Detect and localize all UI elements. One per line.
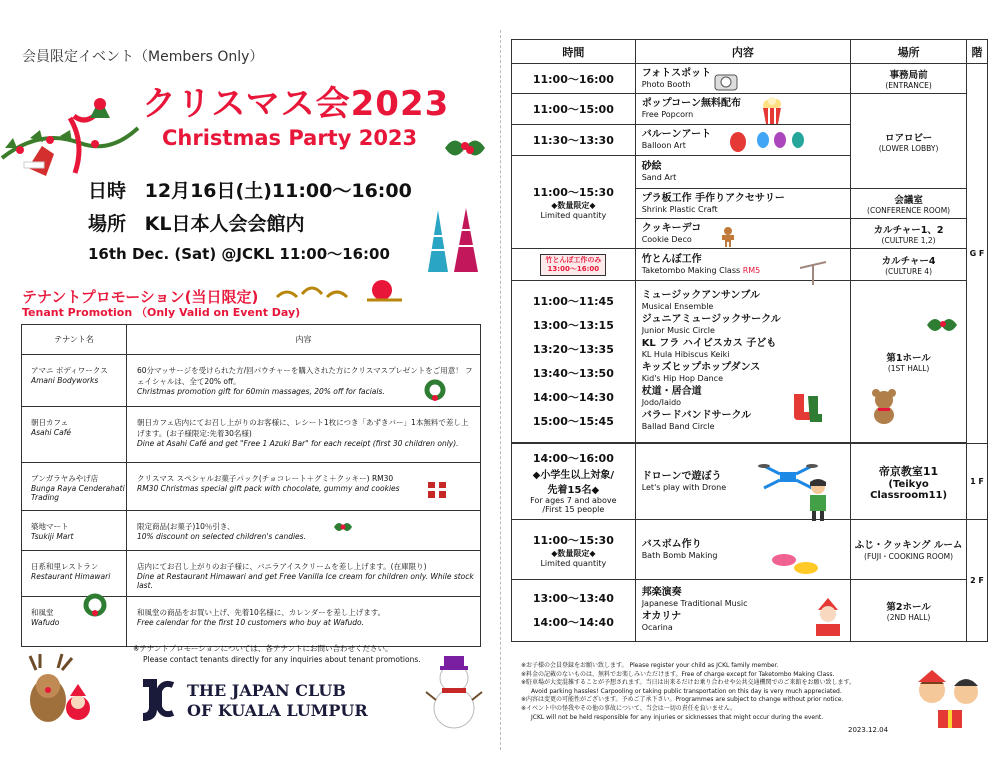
- place-en: (2ND HALL): [886, 613, 931, 622]
- taketombo-time-tag: [540, 254, 606, 276]
- schedule-place: [851, 219, 967, 249]
- place-en: (Teikyo Classroom11): [870, 478, 948, 501]
- footnote: ※イベント中の怪我やその他の事故について、当会は一切の責任を負いません。: [521, 704, 737, 712]
- place-en: (CONFERENCE ROOM): [867, 206, 951, 215]
- tenant-name-en: Tsukiji Mart: [31, 532, 74, 541]
- content-en: Japanese Traditional Music: [641, 598, 748, 608]
- holly-icon: [440, 128, 490, 168]
- schedule-place: [851, 444, 967, 520]
- bamboo-dragonfly-icon: [798, 258, 828, 286]
- bath-bomb-icon: [770, 548, 820, 578]
- tenant-name-jp: 日系和里レストラン: [31, 562, 99, 571]
- tenant-name-en: Asahi Café: [31, 428, 71, 437]
- club-name-line2: OF KUALA LUMPUR: [187, 701, 368, 720]
- club-logo: [139, 677, 369, 725]
- content-en: Junior Music Circle: [641, 325, 715, 335]
- child-icon: [804, 478, 832, 522]
- content-en: KL Hula Hibiscus Keiki: [641, 349, 730, 359]
- time-value: 11:00～15:30: [532, 533, 614, 547]
- drone-sub3: For ages 7 and above: [530, 495, 617, 505]
- floor-1f: 1 F: [967, 444, 988, 520]
- table-row: [22, 463, 481, 511]
- tenant-name-en: Bunga Raya Cenderahati Trading: [31, 484, 125, 502]
- schedule-place: [851, 189, 967, 219]
- venue-value: KL日本人会会館内: [144, 213, 305, 235]
- schedule-time: [512, 281, 636, 443]
- schedule-content: [635, 156, 850, 189]
- schedule-place: [851, 94, 967, 189]
- time-value: 11:00～15:30: [532, 186, 614, 199]
- schedule-content: [635, 219, 850, 249]
- place-jp: 会議室: [894, 195, 923, 206]
- wreath-icon: [82, 592, 108, 618]
- content-en: Ocarina: [641, 622, 673, 632]
- column-header-floor: 階: [967, 40, 988, 64]
- balloon-icon: [728, 128, 818, 158]
- popcorn-icon: [760, 97, 784, 125]
- datetime-label: 日時: [88, 180, 127, 202]
- content-jp: ドローンで遊ぼう: [641, 470, 722, 482]
- schedule-place: [851, 249, 967, 281]
- tenant-desc-jp: 朝日カフェ店内にてお召し上がりのお客様に、レシート1枚につき「あずきバー」1本無料で差し上げます。(お子様限定:先着30名様): [137, 418, 469, 438]
- content-en-text: Taketombo Making Class: [641, 265, 743, 275]
- content-jp: プラ板工作 手作りアクセサリー: [641, 192, 785, 204]
- tenant-desc-en: RM30 Christmas special gift pack with chocolate, gummy and cookies: [137, 484, 400, 493]
- schedule-header: [512, 40, 988, 64]
- time-value: 11:00～11:45: [532, 294, 614, 308]
- column-header-content: 内容: [127, 325, 481, 355]
- tenant-desc-jp: 60分マッサージを受けられた方/回パウチャーを購入された方にクリスマスプレゼントをご用意！ フェイシャルは、全て20% off。: [137, 366, 473, 386]
- event-date-en: 16th Dec. (Sat) @JCKL 11:00～16:00: [88, 245, 390, 263]
- floor-2f: 2 F: [967, 520, 988, 642]
- limited-jp: ◆数量限定◆: [551, 548, 596, 558]
- table-row: [22, 355, 481, 407]
- price-label: RM5: [742, 265, 761, 275]
- content-en: Free Popcorn: [641, 110, 694, 119]
- tenant-name-en: Amani Bodyworks: [31, 376, 99, 385]
- tag-line1: 竹とんぼ工作のみ: [545, 255, 602, 264]
- tenant-desc-jp: 和風堂の商品をお買い上げ、先着10名様に、カレンダーを差し上げます。: [137, 608, 386, 617]
- limited-en: Limited quantity: [540, 211, 607, 220]
- tenant-name-jp: アマニ ボディワークス: [31, 366, 108, 375]
- tenant-name: [22, 551, 127, 597]
- content-en: Let's play with Drone: [641, 482, 727, 492]
- schedule-content: [635, 189, 850, 219]
- content-en: Ballad Band Circle: [641, 421, 715, 431]
- content-jp: キッズヒップホップダンス: [641, 361, 761, 373]
- list-item: [642, 338, 844, 362]
- snowman-icon: [424, 650, 484, 732]
- tenant-name: [22, 463, 127, 511]
- tenant-desc-en: 10% discount on selected children's candies.: [137, 532, 306, 541]
- tenant-name-en: Restaurant Himawari: [31, 572, 111, 581]
- promotion-note-en: Please contact tenants directly for any inquiries about tenant promotions.: [143, 655, 421, 664]
- footnote: ※内容は変更の可能性がございます。予めご了承下さい。Programmes are subject to change without prior notice.: [521, 696, 844, 704]
- schedule-time: [512, 520, 636, 580]
- place-en: (LOWER LOBBY): [878, 143, 939, 153]
- tenant-name: [22, 511, 127, 551]
- wreath-icon: [423, 378, 447, 402]
- right-panel: [508, 0, 1000, 773]
- column-header-place: 場所: [851, 40, 967, 64]
- schedule-place: [851, 520, 967, 580]
- club-name: [187, 681, 368, 721]
- list-item: [642, 362, 844, 386]
- tenant-desc-jp: 店内にてお召し上がりのお子様に、バニラアイスクリームを差し上げます。(在庫限り): [137, 562, 427, 571]
- table-row: [512, 580, 988, 642]
- time-value: 14:00～16:00: [532, 451, 614, 465]
- time-value: 13:00～13:15: [532, 318, 614, 332]
- tenant-desc: [127, 551, 481, 597]
- tenant-desc-en: Christmas promotion gift for 60min massages, 20% off for facials.: [137, 387, 385, 396]
- schedule-content: [635, 64, 850, 94]
- reindeer-santa-icon: [18, 650, 98, 730]
- footnote: ※駐車場が大変混雑することが予想されます。当日は出来るだけお乗り合わせや公共交通機関でのご来館をお願い致します。: [521, 679, 856, 687]
- tenant-desc: [127, 597, 481, 647]
- content-en: Shrink Plastic Craft: [641, 204, 718, 214]
- promotion-title-en: Tenant Promotion （Only Valid on Event Day): [22, 306, 301, 319]
- footnotes: [521, 662, 911, 722]
- content-en: Musical Ensemble: [641, 301, 714, 311]
- tenant-name-en: Wafudo: [31, 618, 60, 627]
- limited-en: Limited quantity: [540, 558, 607, 568]
- stocking-icon: [788, 392, 824, 424]
- fold-line: [500, 30, 501, 750]
- place-en: (ENTRANCE): [885, 81, 932, 90]
- content-jp: ジュニアミュージックサークル: [641, 313, 781, 325]
- schedule-place: [851, 580, 967, 642]
- holly-icon: [923, 310, 963, 340]
- content-jp: バラードバンドサークル: [641, 409, 752, 421]
- tenant-name-jp: ブンガラヤみやげ店: [31, 474, 99, 483]
- schedule-time: [512, 580, 636, 642]
- table-row: [512, 94, 988, 125]
- table-row: [512, 64, 988, 94]
- list-item: [642, 290, 844, 314]
- content-jp: フォトスポット: [641, 67, 712, 79]
- place-jp: 第1ホール: [886, 353, 931, 364]
- place-en: (CULTURE 4): [885, 267, 933, 276]
- tenant-name: [22, 407, 127, 463]
- content-en: Cookie Deco: [641, 234, 692, 244]
- floor-gf: G F: [967, 64, 988, 444]
- content-jp: バルーンアート: [641, 129, 712, 140]
- content-en: Kid's Hip Hop Dance: [641, 373, 723, 383]
- drone-sub4: /First 15 people: [542, 504, 605, 514]
- content-jp: オカリナ: [641, 610, 682, 622]
- footnote: JCKL will not be held responsible for any injuries or sicknesses that might occur during the event.: [531, 713, 824, 721]
- time-value: 13:40～13:50: [532, 366, 614, 380]
- drone-sub2: 先着15名◆: [547, 484, 600, 496]
- schedule-time: 11:30～13:30: [512, 125, 636, 156]
- table-row: [512, 249, 988, 281]
- schedule-time: 11:00～15:00: [512, 94, 636, 125]
- content-jp: 竹とんぼ工作: [641, 253, 702, 265]
- tenant-desc: [127, 407, 481, 463]
- tenant-name-jp: 朝日カフェ: [31, 418, 69, 427]
- tenant-desc: [127, 511, 481, 551]
- page-title: クリスマス会2023: [142, 84, 450, 124]
- table-row: [512, 281, 988, 443]
- place-jp: カルチャー1、2: [873, 225, 944, 236]
- gift-box-icon: [426, 476, 448, 500]
- content-en: Bath Bomb Making: [641, 550, 718, 560]
- kids-gift-icon: [910, 668, 990, 730]
- content-en: Jodo/Iaido: [641, 397, 682, 407]
- content-jp: クッキーデコ: [641, 222, 702, 234]
- schedule-time: [512, 249, 636, 281]
- place-jp: ロアロビー: [885, 132, 933, 144]
- column-header-tenant: テナント名: [22, 325, 127, 355]
- document-date: 2023.12.04: [848, 726, 889, 734]
- content-jp: ミュージックアンサンブル: [641, 289, 760, 301]
- tenant-desc-jp: 限定商品(お菓子)10％引き、: [137, 522, 235, 531]
- table-row: [22, 511, 481, 551]
- tenant-table-header: [22, 325, 481, 355]
- gingerbread-icon: [718, 226, 738, 248]
- column-header-content: 内容: [635, 40, 850, 64]
- time-value: 14:00～14:40: [532, 615, 614, 629]
- schedule-time: 11:00～16:00: [512, 64, 636, 94]
- content-jp: KL フラ ハイビスカス 子ども: [641, 337, 777, 349]
- time-value: 13:00～13:40: [532, 591, 614, 605]
- place-en: (1ST HALL): [887, 364, 930, 373]
- tenant-desc-jp: クリスマス スペシャルお菓子パック(チョコレート＋グミ＋クッキー) RM30: [137, 474, 394, 483]
- list-item: [642, 314, 844, 338]
- content-jp: 砂絵: [641, 161, 662, 172]
- tenant-name: [22, 597, 127, 647]
- promotion-title: テナントプロモーション(当日限定): [22, 288, 259, 306]
- limited-jp: ◆数量限定◆: [551, 201, 596, 210]
- drone-sub1: ◆小学生以上対象/: [532, 469, 615, 481]
- place-jp: 第2ホール: [886, 602, 931, 613]
- place-en: (CULTURE 1,2): [881, 236, 936, 245]
- place-en: (FUJI・COOKING ROOM): [864, 552, 954, 561]
- footnote: ※料金の記載のないものは、無料でお楽しみいただけます。Free of charge except for Taketombo Making Class.: [521, 670, 835, 678]
- column-header-time: 時間: [512, 40, 636, 64]
- holly-garland-icon: [0, 88, 140, 188]
- datetime-value: 12月16日(土)11:00～16:00: [144, 180, 412, 202]
- holly-icon: [332, 518, 354, 536]
- schedule-place: [851, 64, 967, 94]
- schedule-time: [512, 444, 636, 520]
- page-title-en: Christmas Party 2023: [162, 126, 418, 150]
- members-only-label: 会員限定イベント（Members Only）: [22, 49, 264, 65]
- santa-icon: [810, 596, 846, 638]
- tenant-name-jp: 和風堂: [31, 608, 54, 617]
- tag-line2: 13:00～16:00: [547, 264, 600, 273]
- table-row: [512, 444, 988, 520]
- schedule-time: [512, 156, 636, 249]
- table-row: [512, 520, 988, 580]
- promotion-note-jp: ※テナントプロモーションについては、各テナントにお問い合わせください。: [133, 644, 393, 653]
- club-name-line1: THE JAPAN CLUB: [187, 681, 346, 700]
- footnote: Avoid parking hassles! Carpooling or taking public transportation on this day is very much appreciated.: [531, 687, 842, 695]
- teddy-bear-icon: [868, 388, 900, 424]
- christmas-tree-icon: [424, 206, 482, 276]
- tenant-desc-en: Dine at Restaurant Himawari and get Free Vanilla Ice cream for children only. While stock last.: [137, 572, 474, 590]
- content-jp: ポップコーン無料配布: [641, 98, 741, 109]
- footnote: ※お子様の会員登録をお願い致します。 Please register your child as JCKL family member.: [521, 662, 779, 669]
- content-en: Balloon Art: [641, 141, 686, 150]
- table-row: [22, 551, 481, 597]
- time-value: 14:00～14:30: [532, 390, 614, 404]
- content-jp: 杖道・居合道: [641, 385, 702, 397]
- table-row: [22, 407, 481, 463]
- event-venue: [88, 209, 304, 236]
- place-jp: 事務局前: [889, 70, 928, 81]
- time-value: 13:20～13:35: [532, 342, 614, 356]
- place-jp: カルチャー4: [881, 256, 936, 267]
- place-jp: ふじ・クッキング ルーム: [854, 540, 963, 551]
- schedule-content: [635, 94, 850, 125]
- camera-icon: [713, 70, 739, 92]
- place-jp: 帝京教室11: [878, 464, 939, 478]
- jckl-logo-icon: [139, 677, 177, 723]
- event-datetime: [88, 176, 412, 203]
- time-value: 15:00～15:45: [532, 414, 614, 428]
- content-jp: 邦楽演奏: [641, 586, 682, 598]
- tenant-name-jp: 築地マート: [31, 522, 69, 531]
- content-jp: バスボム作り: [641, 538, 702, 550]
- tenant-name: [22, 355, 127, 407]
- venue-label: 場所: [88, 213, 127, 235]
- tenant-desc-en: Dine at Asahi Café and get "Free 1 Azuki Bar" for each receipt (first 30 children only).: [137, 439, 459, 448]
- tenant-desc-en: Free calendar for the first 10 customers who buy at Wafudo.: [137, 618, 364, 627]
- content-en: Sand Art: [641, 173, 677, 182]
- content-en: Photo Booth: [641, 79, 691, 89]
